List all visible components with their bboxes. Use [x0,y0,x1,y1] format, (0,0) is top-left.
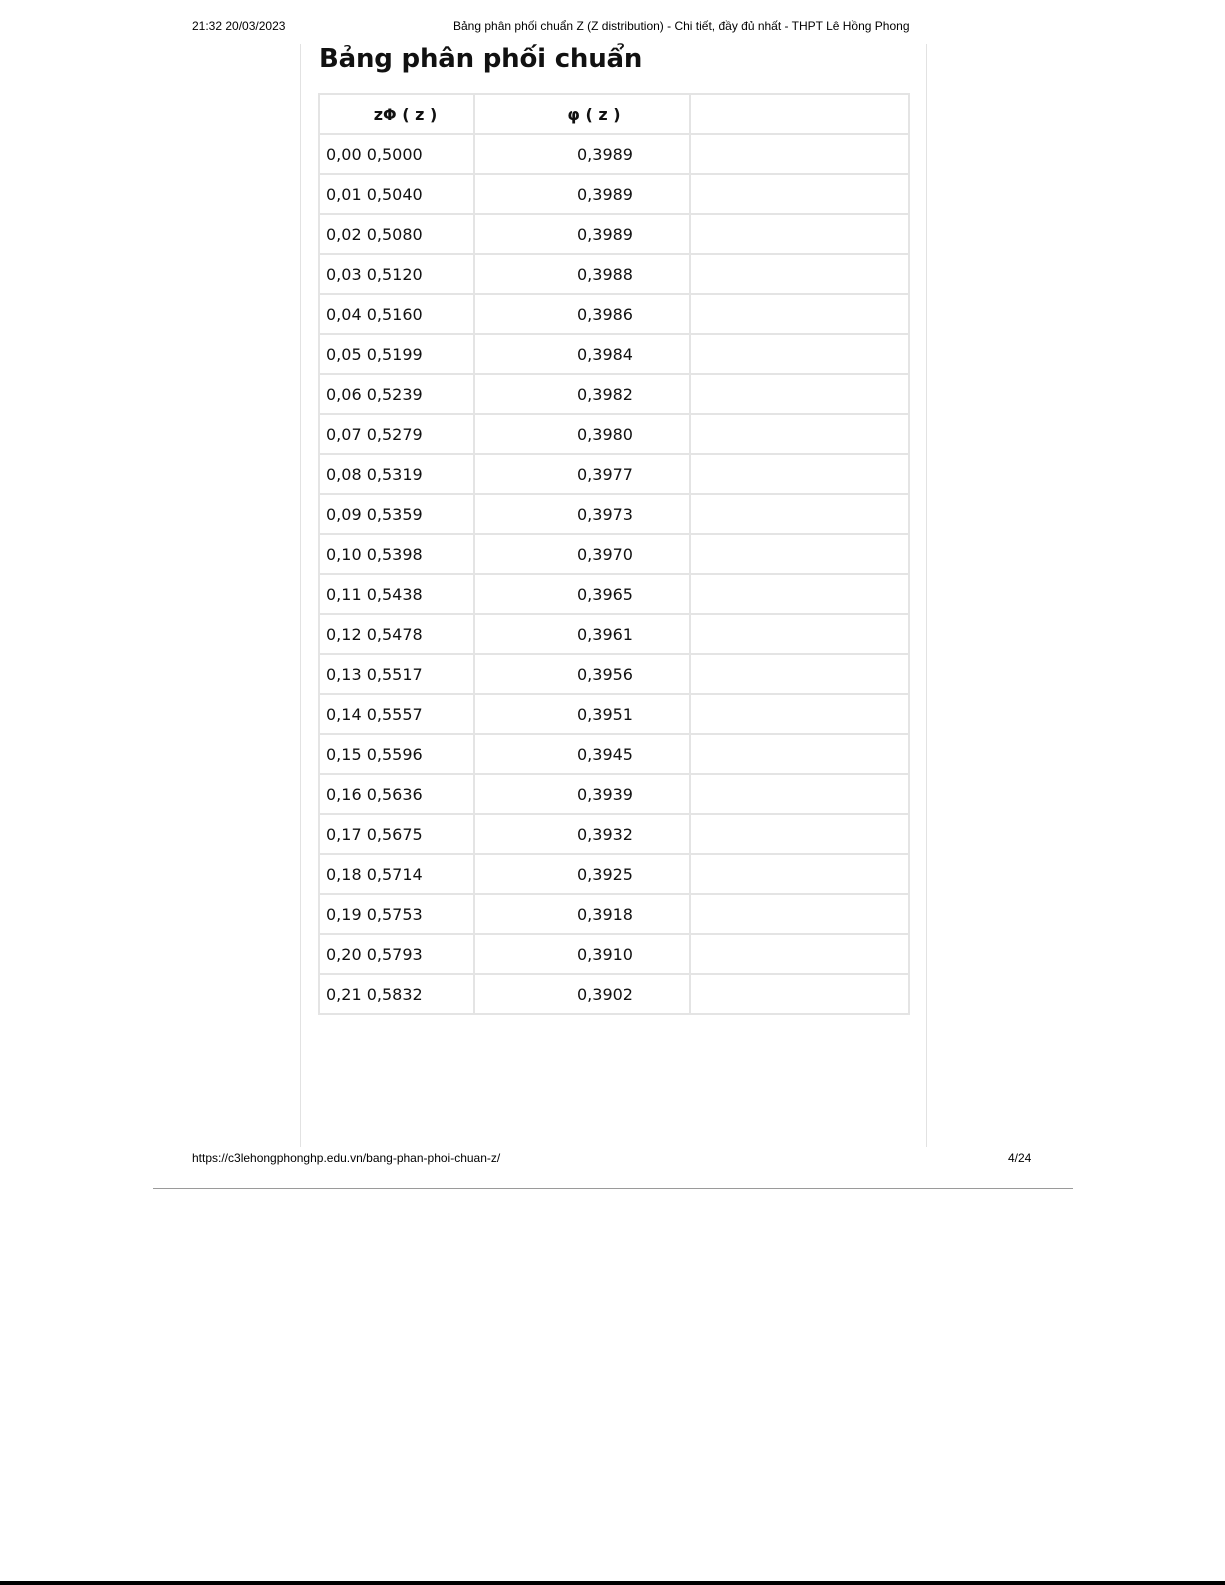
table-row [319,454,909,494]
cell-z-cdf: 0,01 0,5040 [319,174,474,214]
cell-z-cdf: 0,09 0,5359 [319,494,474,534]
print-header [0,19,1225,35]
cell-z-cdf: 0,05 0,5199 [319,334,474,374]
cell-empty [690,454,909,494]
table-row [319,774,909,814]
table-row [319,734,909,774]
table-row [319,614,909,654]
table-row [319,334,909,374]
cell-z-cdf: 0,03 0,5120 [319,254,474,294]
cell-empty [690,294,909,334]
print-page-url: https://c3lehongphonghp.edu.vn/bang-phan-phoi-chuan-z/ [192,1151,501,1165]
cell-z-cdf: 0,10 0,5398 [319,534,474,574]
page-bottom-edge [0,1581,1225,1585]
cell-pdf: 0,3961 [474,614,690,654]
cell-z-cdf: 0,17 0,5675 [319,814,474,854]
cell-z-cdf: 0,06 0,5239 [319,374,474,414]
cell-pdf: 0,3939 [474,774,690,814]
table-row [319,934,909,974]
cell-empty [690,854,909,894]
table-row [319,854,909,894]
table-row [319,894,909,934]
cell-z-cdf: 0,14 0,5557 [319,694,474,734]
cell-z-cdf: 0,02 0,5080 [319,214,474,254]
cell-empty [690,174,909,214]
table-row [319,214,909,254]
table-row [319,654,909,694]
cell-z-cdf: 0,18 0,5714 [319,854,474,894]
cell-empty [690,214,909,254]
cell-pdf: 0,3918 [474,894,690,934]
cell-empty [690,334,909,374]
table-body [319,134,909,1014]
cell-pdf: 0,3902 [474,974,690,1014]
cell-z-cdf: 0,07 0,5279 [319,414,474,454]
table-row [319,254,909,294]
print-footer [0,1151,1225,1167]
cell-pdf: 0,3986 [474,294,690,334]
table-row [319,414,909,454]
table-row [319,974,909,1014]
cell-z-cdf: 0,04 0,5160 [319,294,474,334]
cell-empty [690,934,909,974]
cell-empty [690,374,909,414]
print-document-title: Bảng phân phối chuẩn Z (Z distribution) - Chi tiết, đầy đủ nhất - THPT Lê Hồng Phong [453,19,910,33]
cell-pdf: 0,3970 [474,534,690,574]
cell-empty [690,614,909,654]
table-row [319,694,909,734]
cell-pdf: 0,3989 [474,174,690,214]
cell-pdf: 0,3988 [474,254,690,294]
cell-empty [690,534,909,574]
table-header-row [319,94,909,134]
cell-z-cdf: 0,08 0,5319 [319,454,474,494]
cell-pdf: 0,3982 [474,374,690,414]
cell-pdf: 0,3965 [474,574,690,614]
cell-empty [690,774,909,814]
cell-z-cdf: 0,00 0,5000 [319,134,474,174]
cell-z-cdf: 0,13 0,5517 [319,654,474,694]
cell-pdf: 0,3973 [474,494,690,534]
z-distribution-table [318,93,910,1015]
cell-z-cdf: 0,20 0,5793 [319,934,474,974]
table-row [319,534,909,574]
table-row [319,374,909,414]
cell-pdf: 0,3932 [474,814,690,854]
table-row [319,574,909,614]
column-header-empty [690,94,909,134]
cell-z-cdf: 0,12 0,5478 [319,614,474,654]
column-header-pdf: φ ( z ) [474,94,690,134]
table-row [319,174,909,214]
cell-empty [690,414,909,454]
cell-z-cdf: 0,16 0,5636 [319,774,474,814]
table-row [319,814,909,854]
cell-empty [690,694,909,734]
print-timestamp: 21:32 20/03/2023 [192,19,286,33]
table-row [319,494,909,534]
cell-empty [690,574,909,614]
cell-empty [690,974,909,1014]
cell-pdf: 0,3925 [474,854,690,894]
cell-empty [690,814,909,854]
print-page-number: 4/24 [1008,1151,1032,1165]
page-divider [153,1188,1073,1189]
cell-pdf: 0,3989 [474,214,690,254]
cell-empty [690,494,909,534]
cell-empty [690,254,909,294]
cell-z-cdf: 0,15 0,5596 [319,734,474,774]
cell-empty [690,894,909,934]
cell-pdf: 0,3910 [474,934,690,974]
cell-pdf: 0,3951 [474,694,690,734]
cell-z-cdf: 0,11 0,5438 [319,574,474,614]
cell-pdf: 0,3977 [474,454,690,494]
cell-z-cdf: 0,21 0,5832 [319,974,474,1014]
cell-z-cdf: 0,19 0,5753 [319,894,474,934]
cell-empty [690,734,909,774]
cell-empty [690,654,909,694]
cell-pdf: 0,3945 [474,734,690,774]
table-row [319,134,909,174]
cell-pdf: 0,3984 [474,334,690,374]
table-row [319,294,909,334]
cell-pdf: 0,3980 [474,414,690,454]
cell-pdf: 0,3989 [474,134,690,174]
section-heading: Bảng phân phối chuẩn [319,44,643,74]
cell-empty [690,134,909,174]
column-header-z-cdf: zΦ ( z ) [319,94,474,134]
cell-pdf: 0,3956 [474,654,690,694]
